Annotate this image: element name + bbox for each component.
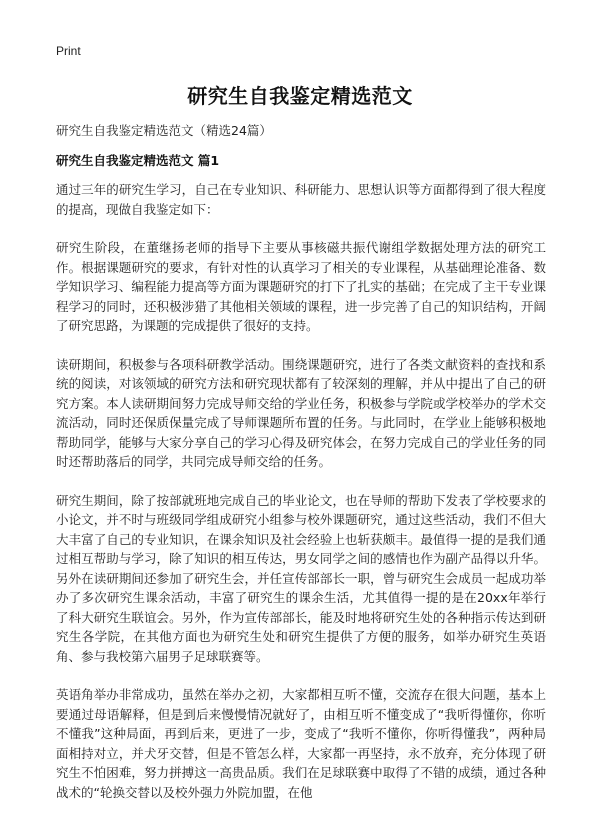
paragraph-2: 研究生阶段，在董继扬老师的指导下主要从事核磁共振代谢组学数据处理方法的研究工作。根据课题研究的要求，有针对性的认真学习了相关的专业课程，从基础理论准备、数学知识学习、编程能力提高等方面为课题研究的打下了扎实的基础；在完成了主干专业课程学习的同时，还积极涉猎了其他相关领域的课程，进一步完善了自己的知识结构，开阔了研究思路，为课题的完成提供了很好的支持。 bbox=[56, 240, 546, 333]
document-body bbox=[56, 180, 546, 821]
paragraph-1: 通过三年的研究生学习，自己在专业知识、科研能力、思想认识等方面都得到了很大程度的提高，现做自我鉴定如下： bbox=[56, 182, 546, 217]
document-title: 研究生自我鉴定精选范文 bbox=[187, 84, 413, 108]
document-subtitle: 研究生自我鉴定精选范文（精选24篇） bbox=[56, 123, 272, 138]
paragraph-4: 研究生期间，除了按部就班地完成自己的毕业论文，也在导师的帮助下发表了学校要求的小论文，并不时与班级同学组成研究小组参与校外课题研究，通过这些活动，我们不但大大丰富了自己的专业知识，在课余知识及社会经验上也斩获颇丰。最值得一提的是我们通过相互帮助与学习，除了知识的相互传达，男女同学之间的感情也作为副产品得以升华。另外在读研期间还参加了研究生会，并任宣传部部长一职，曾与研究生会成员一起成功举办了多次研究生课余活动，丰富了研究生的课余生活，尤其值得一提的是在20xx年举行了科大研究生联谊会。另外，作为宣传部部长，能及时地将研究生处的各种指示传达到研究生各学院，在其他方面也为研究生处和研究生提供了方便的服务，如举办研究生英语角、参与我校第六届男子足球联赛等。 bbox=[56, 492, 546, 664]
paragraph-5: 英语角举办非常成功，虽然在举办之初，大家都相互听不懂，交流存在很大问题，基本上要通过母语解释，但是到后来慢慢情况就好了，由相互听不懂变成了“我听得懂你，你听不懂我”这种局面，再到后来，更进了一步，变成了“我听不懂你，你听得懂我”，两种局面相持对立，并犬牙交替，但是不管怎么样，大家都一再坚持，永不放弃，充分体现了研究生不怕困难，努力拼搏这一高贵品质。我们在足球联赛中取得了不错的成绩，通过各种战术的“轮换交替以及校外强力外院加盟，在他 bbox=[56, 687, 546, 800]
paragraph-3: 读研期间，积极参与各项科研教学活动。围绕课题研究，进行了各类文献资料的查找和系统的阅读，对该领域的研究方法和研究现状都有了较深刻的理解，并从中提出了自己的研究方案。本人读研期间努力完成导师交给的学业任务，积极参与学院或学校举办的学术交流活动，同时还保质保量完成了导师课题所布置的任务。与此同时，在学业上能够积极地帮助同学，能够与大家分享自己的学习心得及研究体会，在努力完成自己的学业任务的同时还帮助落后的同学，共同完成导师交给的任务。 bbox=[56, 356, 546, 469]
section-heading: 研究生自我鉴定精选范文 篇1 bbox=[56, 153, 220, 168]
print-label: Print bbox=[56, 44, 81, 58]
